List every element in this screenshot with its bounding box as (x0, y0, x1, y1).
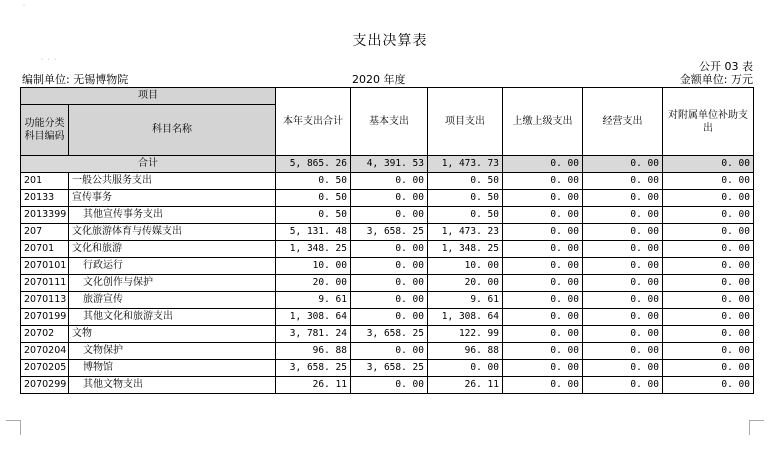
row-value: 0. 00 (583, 377, 663, 394)
header-project-exp: 项目支出 (428, 88, 503, 156)
row-code: 2070111 (21, 275, 69, 292)
row-value: 0. 50 (428, 190, 503, 207)
header-subject-name: 科目名称 (69, 105, 276, 156)
row-value: 3, 658. 25 (351, 326, 428, 343)
row-value: 5, 131. 48 (276, 224, 351, 241)
row-value: 0. 00 (503, 292, 583, 309)
expenditure-table (20, 87, 754, 394)
header-basic-exp: 基本支出 (351, 88, 428, 156)
table-row (21, 241, 754, 258)
row-value: 9. 61 (428, 292, 503, 309)
row-value: 0. 00 (503, 360, 583, 377)
row-value: 0. 00 (583, 292, 663, 309)
row-value: 0. 00 (663, 326, 754, 343)
row-value: 0. 00 (583, 343, 663, 360)
row-value: 0. 00 (583, 224, 663, 241)
row-subject-name: 宣传事务 (69, 190, 276, 207)
row-value: 0. 00 (503, 173, 583, 190)
row-value: 0. 00 (503, 377, 583, 394)
format-mark: ˙ (22, 4, 26, 13)
row-value: 0. 00 (503, 343, 583, 360)
row-value: 0. 00 (503, 190, 583, 207)
row-value: 9. 61 (276, 292, 351, 309)
row-value: 10. 00 (276, 258, 351, 275)
row-value: 0. 00 (428, 360, 503, 377)
amount-unit: 金额单位: 万元 (679, 73, 753, 86)
row-value: 0. 00 (351, 241, 428, 258)
table-row (21, 360, 754, 377)
row-value: 0. 00 (351, 258, 428, 275)
reporting-unit: 编制单位: 无锡博物院 (22, 73, 129, 86)
row-value: 0. 00 (351, 190, 428, 207)
row-value: 0. 00 (351, 343, 428, 360)
row-value: 0. 00 (583, 326, 663, 343)
row-value: 0. 00 (663, 241, 754, 258)
row-value: 0. 00 (583, 360, 663, 377)
row-value: 0. 50 (276, 190, 351, 207)
row-subject-name: 旅游宣传 (69, 292, 276, 309)
header-func-code: 功能分类科目编码 (21, 105, 69, 156)
row-value: 20. 00 (428, 275, 503, 292)
table-row (21, 309, 754, 326)
row-subject-name: 一般公共服务支出 (69, 173, 276, 190)
row-value: 3, 781. 24 (276, 326, 351, 343)
row-code: 2070205 (21, 360, 69, 377)
row-code: 20133 (21, 190, 69, 207)
row-value: 0. 00 (351, 207, 428, 224)
row-value: 0. 00 (503, 241, 583, 258)
row-value: 26. 11 (276, 377, 351, 394)
row-value: 0. 00 (663, 360, 754, 377)
row-value: 3, 658. 25 (351, 224, 428, 241)
total-value: 0. 00 (583, 156, 663, 173)
row-subject-name: 其他文化和旅游支出 (69, 309, 276, 326)
page-title: 支出决算表 (352, 33, 428, 49)
row-value: 0. 00 (663, 207, 754, 224)
row-value: 26. 11 (428, 377, 503, 394)
row-code: 2013399 (21, 207, 69, 224)
row-subject-name: 行政运行 (69, 258, 276, 275)
header-total-exp: 本年支出合计 (276, 88, 351, 156)
row-value: 0. 00 (663, 309, 754, 326)
row-value: 0. 00 (503, 309, 583, 326)
row-value: 96. 88 (276, 343, 351, 360)
total-value: 0. 00 (503, 156, 583, 173)
row-code: 20701 (21, 241, 69, 258)
header-business-exp: 经营支出 (583, 88, 663, 156)
row-value: 0. 00 (583, 173, 663, 190)
table-row (21, 326, 754, 343)
table-row (21, 377, 754, 394)
total-value: 4, 391. 53 (351, 156, 428, 173)
total-value: 0. 00 (663, 156, 754, 173)
row-value: 96. 88 (428, 343, 503, 360)
row-value: 0. 00 (503, 224, 583, 241)
row-value: 0. 00 (583, 258, 663, 275)
row-code: 20702 (21, 326, 69, 343)
header-subsidy-exp: 对附属单位补助支出 (663, 88, 754, 156)
row-code: 2070204 (21, 343, 69, 360)
row-value: 0. 50 (428, 207, 503, 224)
header-upper-exp: 上缴上级支出 (503, 88, 583, 156)
row-value: 0. 00 (583, 207, 663, 224)
row-value: 0. 00 (351, 275, 428, 292)
row-value: 0. 50 (276, 207, 351, 224)
row-code: 2070101 (21, 258, 69, 275)
row-value: 0. 00 (503, 326, 583, 343)
row-value: 0. 00 (503, 207, 583, 224)
format-mark: ˙ ˙ ˙ (40, 58, 58, 67)
header-item-group: 项目 (21, 88, 276, 105)
row-value: 0. 00 (663, 292, 754, 309)
row-value: 0. 50 (276, 173, 351, 190)
table-row (21, 207, 754, 224)
page-corner-mark (6, 420, 21, 435)
row-value: 0. 00 (351, 377, 428, 394)
table-row (21, 190, 754, 207)
fiscal-year: 2020 年度 (352, 73, 406, 86)
row-value: 1, 308. 64 (276, 309, 351, 326)
row-value: 1, 348. 25 (428, 241, 503, 258)
row-value: 1, 348. 25 (276, 241, 351, 258)
total-row (21, 156, 754, 173)
row-value: 0. 00 (583, 241, 663, 258)
row-value: 1, 308. 64 (428, 309, 503, 326)
row-value: 0. 50 (428, 173, 503, 190)
row-subject-name: 文物 (69, 326, 276, 343)
row-value: 0. 00 (583, 190, 663, 207)
row-value: 0. 00 (663, 343, 754, 360)
row-code: 2070199 (21, 309, 69, 326)
row-code: 2070113 (21, 292, 69, 309)
row-value: 0. 00 (351, 173, 428, 190)
page-corner-mark (749, 420, 764, 435)
row-value: 0. 00 (663, 275, 754, 292)
table-row (21, 258, 754, 275)
row-subject-name: 其他宣传事务支出 (69, 207, 276, 224)
table-row (21, 292, 754, 309)
total-value: 1, 473. 73 (428, 156, 503, 173)
row-value: 0. 00 (503, 275, 583, 292)
row-value: 0. 00 (663, 377, 754, 394)
table-row (21, 173, 754, 190)
table-row (21, 224, 754, 241)
row-value: 0. 00 (663, 224, 754, 241)
row-code: 201 (21, 173, 69, 190)
row-subject-name: 其他文物支出 (69, 377, 276, 394)
row-code: 2070299 (21, 377, 69, 394)
row-code: 207 (21, 224, 69, 241)
total-label: 合计 (21, 156, 276, 173)
row-value: 0. 00 (583, 309, 663, 326)
row-subject-name: 文化创作与保护 (69, 275, 276, 292)
form-number: 公开 03 表 (699, 60, 753, 73)
row-value: 122. 99 (428, 326, 503, 343)
row-value: 3, 658. 25 (276, 360, 351, 377)
table-row (21, 275, 754, 292)
row-value: 10. 00 (428, 258, 503, 275)
row-subject-name: 文化和旅游 (69, 241, 276, 258)
row-subject-name: 博物馆 (69, 360, 276, 377)
row-value: 0. 00 (351, 292, 428, 309)
row-subject-name: 文化旅游体育与传媒支出 (69, 224, 276, 241)
row-value: 0. 00 (583, 275, 663, 292)
row-value: 20. 00 (276, 275, 351, 292)
row-subject-name: 文物保护 (69, 343, 276, 360)
row-value: 0. 00 (663, 258, 754, 275)
total-value: 5, 865. 26 (276, 156, 351, 173)
row-value: 0. 00 (351, 309, 428, 326)
row-value: 0. 00 (663, 190, 754, 207)
row-value: 0. 00 (663, 173, 754, 190)
row-value: 1, 473. 23 (428, 224, 503, 241)
table-row (21, 343, 754, 360)
row-value: 0. 00 (503, 258, 583, 275)
row-value: 3, 658. 25 (351, 360, 428, 377)
